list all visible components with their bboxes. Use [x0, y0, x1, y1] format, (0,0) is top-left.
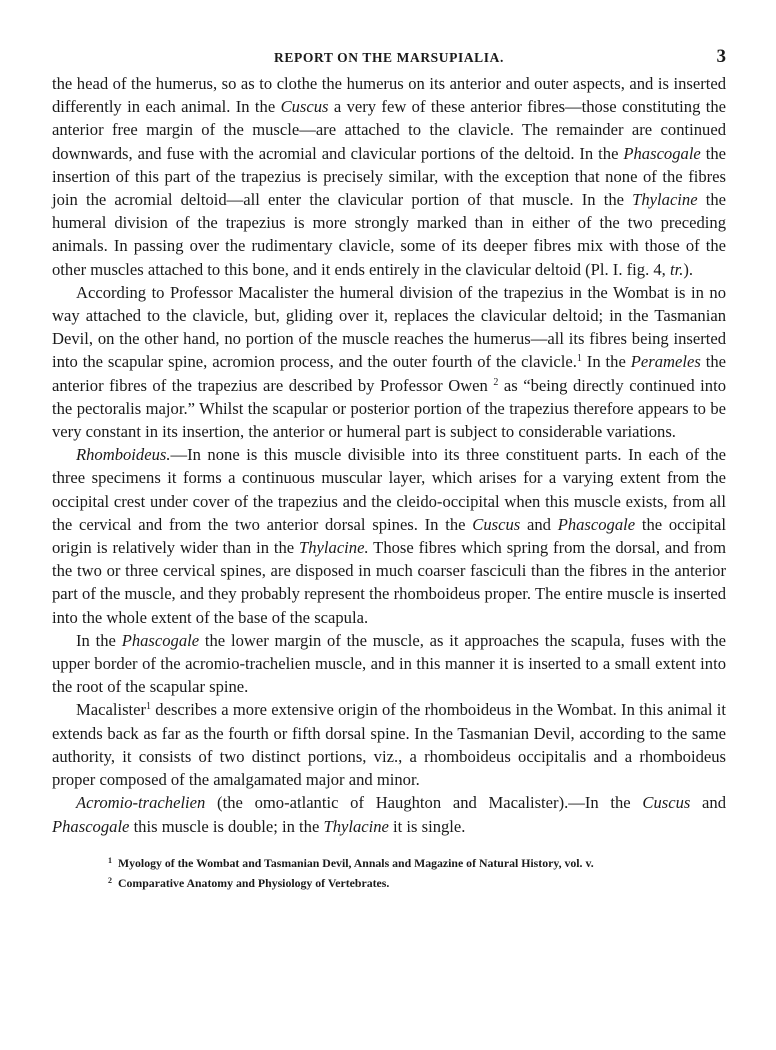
paragraph	[52, 791, 726, 837]
italic-term: Rhomboideus.	[76, 445, 171, 465]
footnote-mark: 1	[108, 855, 112, 865]
footnote-ref: 1	[146, 701, 152, 713]
italic-term: Phascogale	[557, 514, 636, 534]
footnote-text: Myology of the Wombat and Tasmanian Devil, Annals and Magazine of Natural History, vol. v.	[118, 855, 594, 870]
document-page	[52, 42, 726, 892]
text-run: In the	[581, 352, 631, 372]
italic-term: Phascogale	[623, 143, 701, 163]
text-run: a very few of these anterior fibres—those constituting the anterior free margin of the muscle—are attached to the clavicle. The remainder are continued downwards, and fuse with the acromial and clavicular portions of the deltoid. In the	[52, 97, 726, 163]
page-number: 3	[716, 46, 726, 67]
text-run: as “being directly continued into the pectoralis major.” Whilst the scapular or posterior portion of the trapezius therefore appears to be very constant in its insertion, the anterior or humeral part is subject to considerable variations.	[52, 375, 726, 442]
text-run: According to Professor Macalister the humeral division of the trapezius in the Wombat is in no way attached to the clavicle, but, gliding over it, replaces the clavicular deltoid; in the Tasmanian Devil, on the other hand, no portion of the muscle reaches the humerus—all its fibres being inserted into the scapular spine, acromion process, and the outer fourth of the clavicle.	[52, 282, 726, 372]
text-run: the occipital origin is relatively wider than in the	[52, 514, 727, 558]
italic-term: Phascogale	[52, 816, 130, 836]
text-run: the humeral division of the trapezius is more strongly marked than in either of the two preceding animals. In passing over the rudimentary clavicle, some of its deeper fibres mix with those of the other muscles attached to this bone, and it ends entirely in the clavicular deltoid (Pl. I. fig. 4,	[52, 190, 727, 279]
text-run: (the omo-atlantic of Haughton and Macalister).—In the	[205, 793, 643, 813]
text-run: Macalister	[76, 700, 147, 720]
text-run: this muscle is double; in the	[129, 816, 324, 836]
text-run: describes a more extensive origin of the rhomboideus in the Wombat. In this animal it extends back as far as the fourth or fifth dorsal spine. In the Tasmanian Devil, according to the same authority, it consists of two distinct portions, viz., a rhomboideus occipitalis and a rhomboideus proper composed of the amalgamated major and minor.	[52, 700, 726, 790]
footnote-ref: 1	[576, 353, 582, 365]
italic-term: Cuscus	[472, 514, 521, 534]
footnote-ref: 2	[493, 376, 499, 388]
page-header	[52, 42, 726, 72]
text-run: and	[520, 514, 558, 534]
footnote	[108, 872, 726, 892]
paragraph	[52, 72, 726, 281]
text-run: —In none is this muscle divisible into its three constituent parts. In each of the three specimens it forms a continuous muscular layer, which arises for a varying extent from the occipital crest under cover of the trapezius and the cleido-occipital when this muscle exists, from all the cervical and from the two anterior dorsal spines. In the	[52, 445, 726, 534]
body-text	[52, 72, 726, 838]
text-run: the insertion of this part of the trapezius is precisely similar, with the exception that none of the fibres join the acromial deltoid—all enter the clavicular portion of that muscle. In the	[52, 143, 727, 210]
text-run: and	[690, 793, 727, 813]
text-run: the head of the humerus, so as to clothe the humerus on its anterior and outer aspects, and is inserted differently in each animal. In the	[52, 74, 726, 117]
footnote-mark: 2	[108, 875, 112, 885]
italic-term: Acromio-trachelien	[76, 793, 206, 813]
footnote-text: Comparative Anatomy and Physiology of Vertebrates.	[118, 875, 390, 890]
footnotes	[52, 852, 726, 892]
running-title: REPORT ON THE MARSUPIALIA.	[274, 50, 504, 65]
text-run: it is single.	[388, 816, 466, 836]
italic-term: Perameles	[630, 352, 701, 372]
italic-term: Thylacine	[632, 190, 698, 210]
footnote	[108, 852, 726, 872]
italic-term: Phascogale	[121, 630, 200, 650]
text-run: the lower margin of the muscle, as it approaches the scapula, fuses with the upper border of the acromio-trachelien muscle, and in this manner it is inserted to a small extent into the root of the scapular spine.	[52, 630, 726, 697]
italic-term: Cuscus	[280, 97, 329, 117]
paragraph	[52, 698, 726, 791]
italic-term: Thylacine.	[299, 538, 369, 558]
italic-term: Thylacine	[323, 816, 389, 836]
paragraph	[52, 629, 726, 699]
text-run: the anterior fibres of the trapezius are described by Professor Owen	[52, 352, 726, 395]
paragraph	[52, 281, 726, 443]
italic-term: tr.	[669, 259, 684, 279]
text-run: ).	[683, 259, 694, 279]
paragraph	[52, 443, 726, 629]
text-run: Those fibres which spring from the dorsal, and from the two or three cervical spines, are disposed in much coarser fasciculi than the fibres in the anterior part of the muscle, and they probably represent the rhomboideus proper. The entire muscle is inserted into the whole extent of the base of the scapula.	[52, 538, 726, 627]
text-run: In the	[76, 630, 122, 650]
italic-term: Cuscus	[642, 793, 691, 813]
